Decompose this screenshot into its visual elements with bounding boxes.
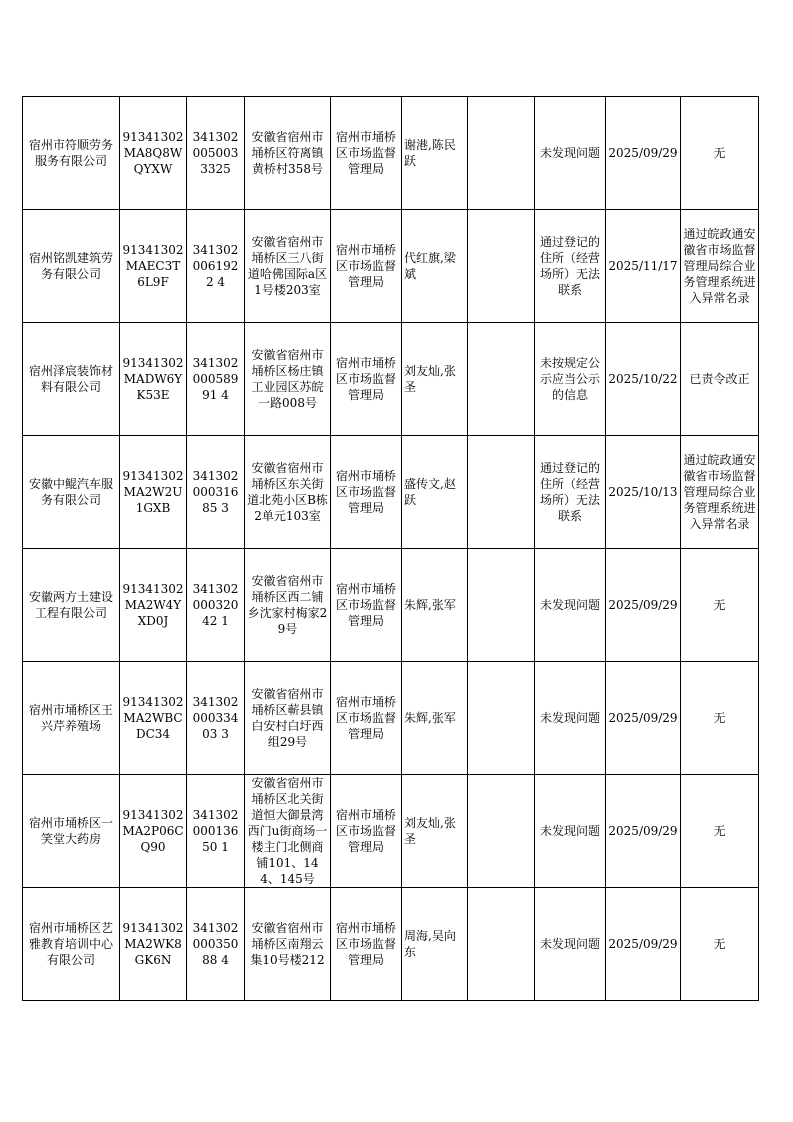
credit-code-cell: 91341302MA2W4YXD0J (120, 549, 187, 662)
inspection-date-cell: 2025/10/13 (606, 436, 681, 549)
inspection-date-cell: 2025/09/29 (606, 662, 681, 775)
inspectors-cell: 周海,吴向东 (402, 888, 468, 1001)
inspectors-cell: 刘友灿,张圣 (402, 775, 468, 888)
table-row (23, 662, 759, 775)
handling-cell: 通过皖政通安徽省市场监督管理局综合业务管理系统进入异常名录 (681, 436, 759, 549)
credit-code-cell: 91341302MA2WK8GK6N (120, 888, 187, 1001)
empty-cell (468, 549, 535, 662)
authority-cell: 宿州市埇桥区市场监督管理局 (331, 323, 402, 436)
inspection-date-cell: 2025/09/29 (606, 97, 681, 210)
handling-cell: 已责令改正 (681, 323, 759, 436)
registration-number-cell: 34130200032042 1 (187, 549, 245, 662)
inspection-date-cell: 2025/11/17 (606, 210, 681, 323)
inspection-date-cell: 2025/10/22 (606, 323, 681, 436)
inspectors-cell: 谢港,陈民跃 (402, 97, 468, 210)
inspection-result-cell: 未按规定公示应当公示的信息 (535, 323, 606, 436)
address-cell: 安徽省宿州市埇桥区南翔云集10号楼212 (245, 888, 331, 1001)
table-row (23, 323, 759, 436)
empty-cell (468, 210, 535, 323)
address-cell: 安徽省宿州市埇桥区北关街道恒大御景湾西门u街商场一楼主门北侧商铺101、144、145号 (245, 775, 331, 888)
table-row (23, 97, 759, 210)
handling-cell: 无 (681, 888, 759, 1001)
inspectors-cell: 刘友灿,张圣 (402, 323, 468, 436)
inspection-result-cell: 未发现问题 (535, 662, 606, 775)
table-row (23, 549, 759, 662)
table-row (23, 210, 759, 323)
company-name-cell: 宿州泽宸装饰材料有限公司 (23, 323, 120, 436)
authority-cell: 宿州市埇桥区市场监督管理局 (331, 888, 402, 1001)
empty-cell (468, 888, 535, 1001)
company-name-cell: 宿州市符顺劳务服务有限公司 (23, 97, 120, 210)
credit-code-cell: 91341302MA2WBCDC34 (120, 662, 187, 775)
company-name-cell: 宿州市埇桥区一笑堂大药房 (23, 775, 120, 888)
authority-cell: 宿州市埇桥区市场监督管理局 (331, 436, 402, 549)
empty-cell (468, 662, 535, 775)
inspection-result-cell: 未发现问题 (535, 549, 606, 662)
handling-cell: 通过皖政通安徽省市场监督管理局综合业务管理系统进入异常名录 (681, 210, 759, 323)
inspection-date-cell: 2025/09/29 (606, 775, 681, 888)
registration-number-cell: 3413020061922 4 (187, 210, 245, 323)
empty-cell (468, 775, 535, 888)
table-row (23, 436, 759, 549)
empty-cell (468, 97, 535, 210)
address-cell: 安徽省宿州市埇桥区西二铺乡沈家村梅家29号 (245, 549, 331, 662)
inspection-result-cell: 未发现问题 (535, 888, 606, 1001)
handling-cell: 无 (681, 549, 759, 662)
inspectors-cell: 盛传文,赵跃 (402, 436, 468, 549)
registration-number-cell: 34130200035088 4 (187, 888, 245, 1001)
authority-cell: 宿州市埇桥区市场监督管理局 (331, 210, 402, 323)
inspection-result-cell: 通过登记的住所（经营场所）无法联系 (535, 436, 606, 549)
registration-number-cell: 34130200033403 3 (187, 662, 245, 775)
company-name-cell: 安徽中鲲汽车服务有限公司 (23, 436, 120, 549)
registration-number-cell: 3413020050033325 (187, 97, 245, 210)
registration-number-cell: 34130200013650 1 (187, 775, 245, 888)
handling-cell: 无 (681, 775, 759, 888)
registration-number-cell: 34130200031685 3 (187, 436, 245, 549)
inspection-result-cell: 未发现问题 (535, 775, 606, 888)
address-cell: 安徽省宿州市埇桥区东关街道北苑小区B栋2单元103室 (245, 436, 331, 549)
empty-cell (468, 323, 535, 436)
inspection-result-cell: 通过登记的住所（经营场所）无法联系 (535, 210, 606, 323)
authority-cell: 宿州市埇桥区市场监督管理局 (331, 662, 402, 775)
credit-code-cell: 91341302MA2P06CQ90 (120, 775, 187, 888)
handling-cell: 无 (681, 97, 759, 210)
authority-cell: 宿州市埇桥区市场监督管理局 (331, 97, 402, 210)
inspection-result-cell: 未发现问题 (535, 97, 606, 210)
inspection-date-cell: 2025/09/29 (606, 888, 681, 1001)
address-cell: 安徽省宿州市埇桥区杨庄镇工业园区苏皖一路008号 (245, 323, 331, 436)
company-name-cell: 安徽两方土建设工程有限公司 (23, 549, 120, 662)
inspectors-cell: 朱辉,张军 (402, 662, 468, 775)
inspectors-cell: 朱辉,张军 (402, 549, 468, 662)
empty-cell (468, 436, 535, 549)
company-name-cell: 宿州铭凯建筑劳务有限公司 (23, 210, 120, 323)
inspection-results-table (22, 96, 759, 1001)
credit-code-cell: 91341302MA2W2U1GXB (120, 436, 187, 549)
credit-code-cell: 91341302MAEC3T6L9F (120, 210, 187, 323)
handling-cell: 无 (681, 662, 759, 775)
credit-code-cell: 91341302MADW6YK53E (120, 323, 187, 436)
table-row (23, 775, 759, 888)
company-name-cell: 宿州市埇桥区艺雅教育培训中心有限公司 (23, 888, 120, 1001)
inspectors-cell: 代红旗,梁斌 (402, 210, 468, 323)
address-cell: 安徽省宿州市埇桥区三八街道哈佛国际a区1号楼203室 (245, 210, 331, 323)
address-cell: 安徽省宿州市埇桥区符离镇黄桥村358号 (245, 97, 331, 210)
table-row (23, 888, 759, 1001)
company-name-cell: 宿州市埇桥区王兴芹养殖场 (23, 662, 120, 775)
authority-cell: 宿州市埇桥区市场监督管理局 (331, 775, 402, 888)
authority-cell: 宿州市埇桥区市场监督管理局 (331, 549, 402, 662)
inspection-date-cell: 2025/09/29 (606, 549, 681, 662)
registration-number-cell: 34130200058991 4 (187, 323, 245, 436)
credit-code-cell: 91341302MA8Q8WQYXW (120, 97, 187, 210)
address-cell: 安徽省宿州市埇桥区蕲县镇白安村白圩西组29号 (245, 662, 331, 775)
